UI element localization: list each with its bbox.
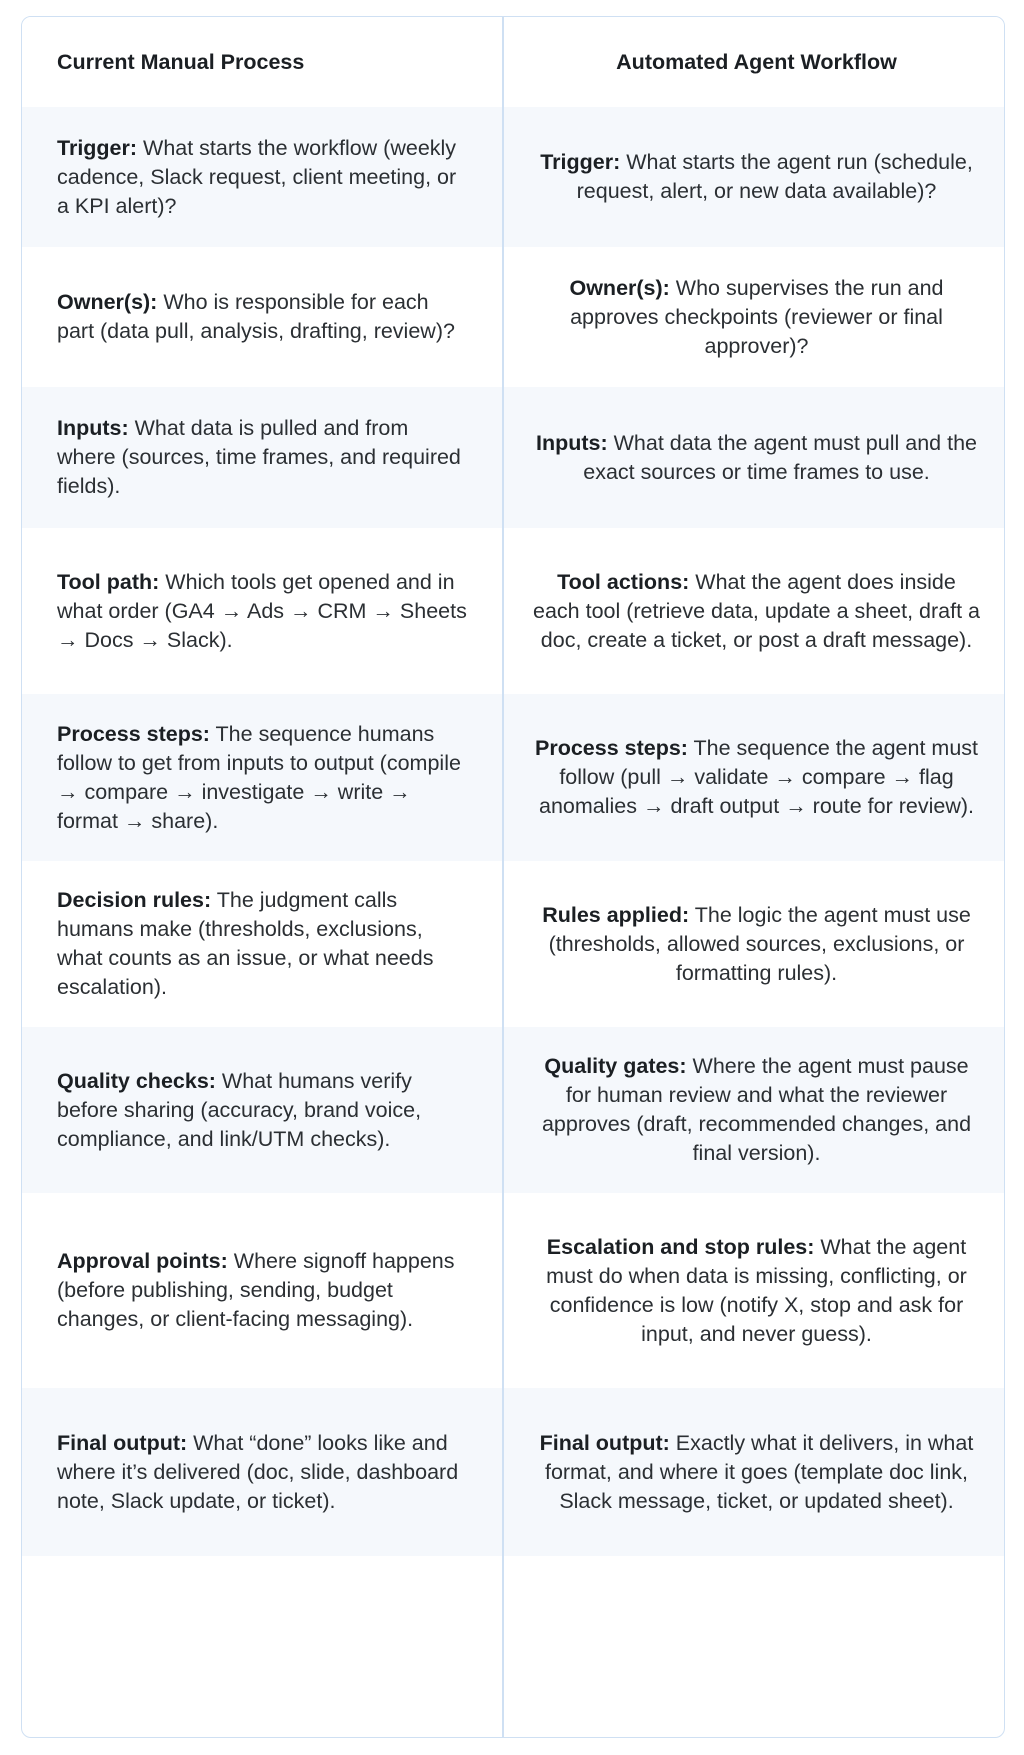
manual-inputs-cell: Inputs: What data is pulled and from where (sources, time frames, and required fields). (57, 416, 461, 498)
table-row (22, 1193, 1004, 1388)
table-row (22, 694, 1004, 861)
table-row (22, 387, 1004, 528)
agent-owners-cell: Owner(s): Who supervises the run and approves checkpoints (reviewer or final approver)? (569, 275, 944, 358)
agent-trigger-cell: Trigger: What starts the agent run (schedule, request, alert, or new data available)? (540, 150, 973, 203)
agent-rules-applied-cell: Rules applied: The logic the agent must use (thresholds, allowed sources, exclusions, or formatting rules). (542, 902, 971, 985)
agent-tool-actions-cell: Tool actions: What the agent does inside each tool (retrieve data, update a sheet, draft a doc, create a ticket, or post a draft message). (533, 569, 981, 652)
manual-final-output-cell: Final output: What “done” looks like and where it’s delivered (doc, slide, dashboard note, Slack update, or ticket). (57, 1430, 459, 1513)
agent-process-steps-cell: Process steps: The sequence the agent must follow (pull → validate → compare → flag anomalies → draft output → route for review). (534, 736, 979, 818)
table-row (22, 861, 1004, 1027)
agent-quality-gates-cell: Quality gates: Where the agent must pause for human review and what the reviewer approves (draft, recommended changes, and final version). (541, 1054, 972, 1165)
manual-process-steps-cell: Process steps: The sequence humans follow to get from inputs to output (compile → compare → investigate → write → format → share). (57, 721, 461, 833)
header-current-manual-process: Current Manual Process (57, 49, 305, 74)
table-row (22, 107, 1004, 247)
agent-inputs-cell: Inputs: What data the agent must pull and the exact sources or time frames to use. (536, 430, 977, 484)
manual-owners-cell: Owner(s): Who is responsible for each part (data pull, analysis, drafting, review)? (57, 290, 455, 343)
header-automated-agent-workflow: Automated Agent Workflow (616, 49, 897, 74)
manual-approval-points-cell: Approval points: Where signoff happens (before publishing, sending, budget changes, or client-facing messaging). (57, 1249, 455, 1331)
manual-trigger-cell: Trigger: What starts the workflow (weekly cadence, Slack request, client meeting, or a KPI alert)? (57, 135, 457, 218)
table-row (22, 528, 1004, 694)
table-row (22, 1027, 1004, 1193)
manual-tool-path-cell: Tool path: Which tools get opened and in what order (GA4 → Ads → CRM → Sheets → Docs → Slack). (57, 569, 467, 652)
comparison-table (21, 16, 1005, 1738)
column-divider (502, 17, 504, 1737)
agent-final-output-cell: Final output: Exactly what it delivers, in what format, and where it goes (template doc link, Slack message, ticket, or updated sheet). (539, 1430, 974, 1513)
table-header-row (22, 17, 1004, 107)
table-row (22, 1388, 1004, 1556)
agent-escalation-stop-rules-cell: Escalation and stop rules: What the agent must do when data is missing, conflicting, or confidence is low (notify X, stop and ask for input, and never guess). (546, 1234, 967, 1346)
manual-decision-rules-cell: Decision rules: The judgment calls humans make (thresholds, exclusions, what counts as an issue, or what needs escalation). (57, 888, 434, 999)
table-row (22, 247, 1004, 387)
manual-quality-checks-cell: Quality checks: What humans verify before sharing (accuracy, brand voice, compliance, and link/UTM checks). (57, 1068, 422, 1151)
